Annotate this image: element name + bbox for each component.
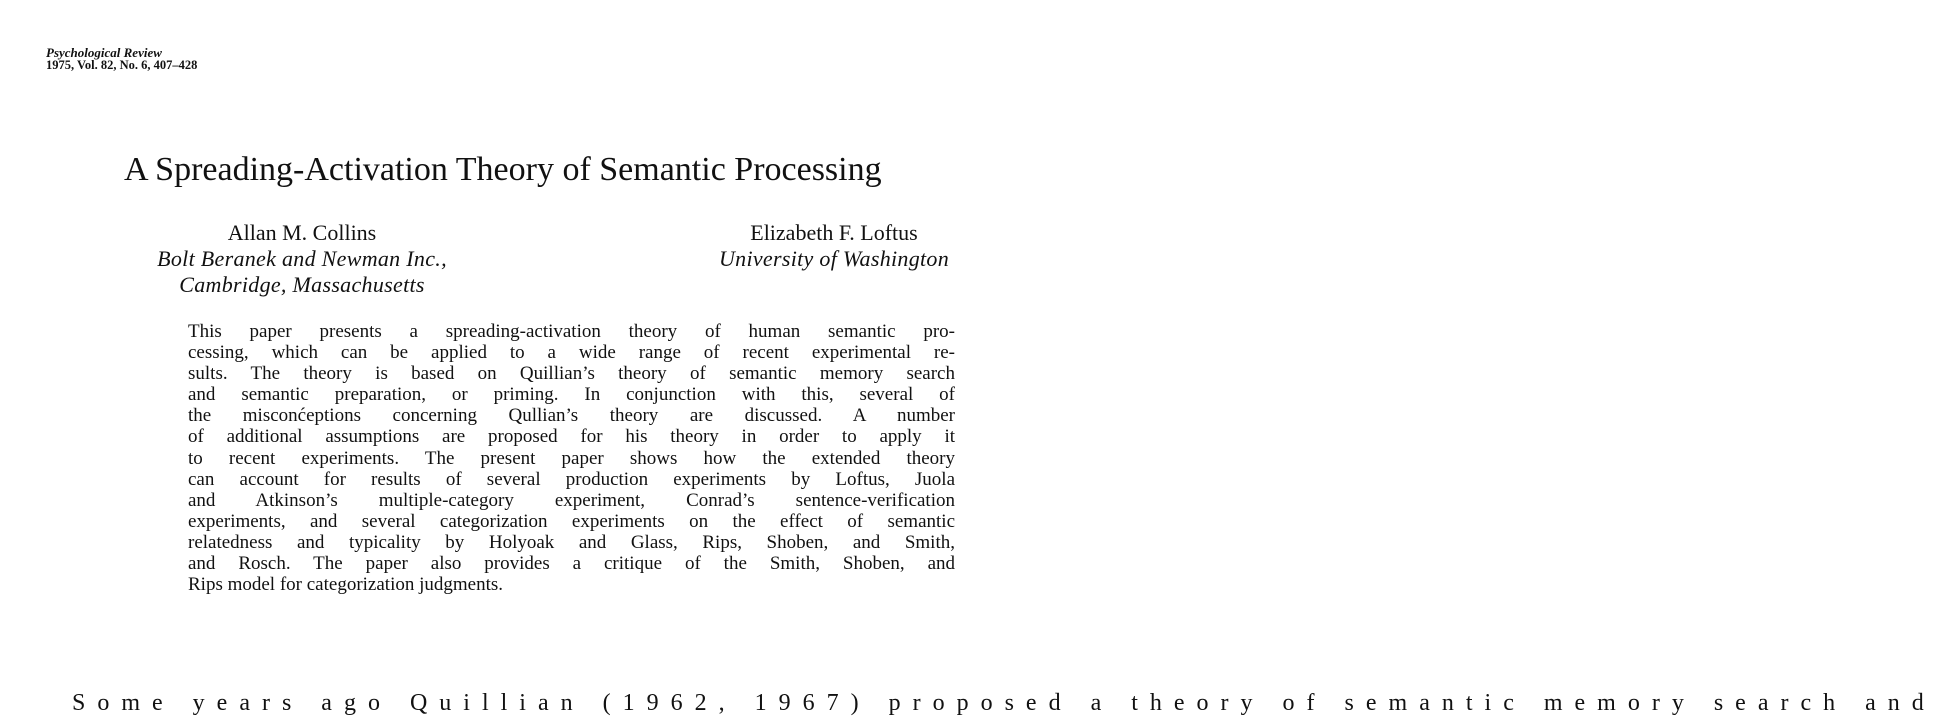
abstract-line: cessing, which can be applied to a wide range of recent experimental re- bbox=[188, 342, 955, 364]
abstract-line: relatedness and typicality by Holyoak and Glass, Rips, Shoben, and Smith, bbox=[188, 531, 955, 553]
body-text-fragment: Some years ago Quillian (1962, 1967) proposed a theory of semantic memory search and bbox=[72, 690, 1936, 716]
author-affiliation: Bolt Beranek and Newman Inc., bbox=[157, 246, 447, 271]
journal-citation bbox=[46, 46, 197, 72]
abstract-line: of additional assumptions are proposed for his theory in order to apply it bbox=[188, 426, 955, 448]
abstract-line: experiments, and several categorization experiments on the effect of semantic bbox=[188, 510, 955, 532]
journal-name: Psychological Review bbox=[46, 45, 162, 60]
author-name: Elizabeth F. Loftus bbox=[750, 220, 918, 245]
abstract-line: can account for results of several production experiments by Loftus, Juola bbox=[188, 468, 955, 490]
abstract bbox=[188, 321, 955, 595]
author-affiliation: University of Washington bbox=[718, 246, 950, 271]
abstract-line: This paper presents a spreading-activation theory of human semantic pro- bbox=[188, 321, 955, 342]
abstract-line: Rips model for categorization judgments. bbox=[188, 574, 504, 596]
abstract-line: the misconćeptions concerning Qullian’s theory are discussed. A number bbox=[188, 405, 955, 427]
paper-title: A Spreading-Activation Theory of Semantic Processing bbox=[124, 151, 882, 188]
abstract-line: and Atkinson’s multiple-category experiment, Conrad’s sentence-verification bbox=[188, 489, 955, 511]
abstract-line: to recent experiments. The present paper shows how the extended theory bbox=[188, 447, 955, 469]
abstract-line: and Rosch. The paper also provides a critique of the Smith, Shoben, and bbox=[188, 553, 955, 575]
author-name: Allan M. Collins bbox=[227, 220, 377, 245]
author-block-1 bbox=[92, 220, 512, 298]
volume-info: 1975, Vol. 82, No. 6, 407–428 bbox=[46, 58, 198, 72]
author-affiliation-location: Cambridge, Massachusetts bbox=[179, 272, 425, 297]
abstract-line: and semantic preparation, or priming. In conjunction with this, several of bbox=[188, 384, 955, 406]
author-block-2 bbox=[664, 220, 1004, 272]
abstract-line: sults. The theory is based on Quillian’s theory of semantic memory search bbox=[188, 363, 955, 385]
